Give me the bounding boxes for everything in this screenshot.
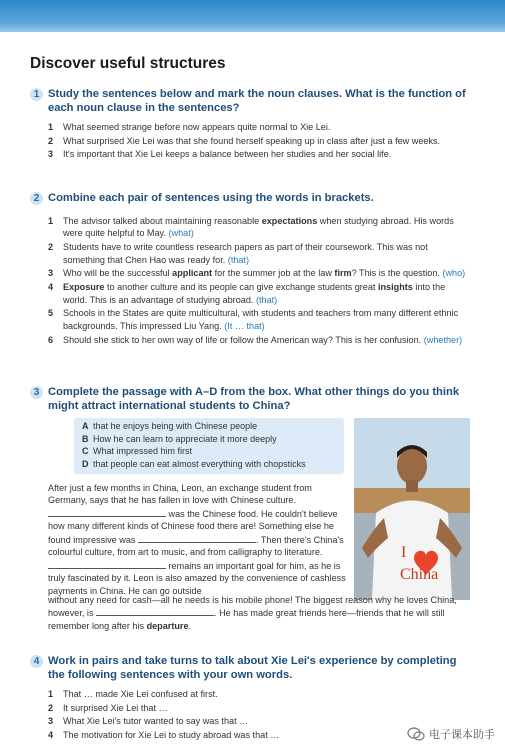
list-item: 4 The motivation for Xie Lei to study abroad was that … (48, 730, 280, 741)
student-photo (354, 418, 470, 600)
option-item: C What impressed him first (82, 446, 193, 457)
list-item: 6 Should she stick to her own way of life or follow the American way? This is her confusion. (whether) (48, 334, 463, 345)
list-item: 1 What seemed strange before now appears quite normal to Xie Lei. (48, 122, 331, 132)
task-number: 2 (30, 192, 43, 205)
shirt-text-china: China (400, 566, 439, 583)
passage-text-continued: without any need for cash—all he needs is his mobile phone! The biggest reason why he loves China, however, is . He has made great friends here—friends that he will still remember long after his departure. (48, 595, 457, 631)
wechat-icon (407, 727, 425, 741)
blank-line[interactable] (48, 507, 166, 517)
list-item: 1 The advisor talked about maintaining reasonable expectations when studying abroad. His words were quite helpful to May. (what) (48, 215, 454, 239)
task-1 (30, 88, 470, 162)
task-2 (30, 192, 470, 348)
list-item: 4 Exposure to another culture and its people can give exchange students great insights into the world. This is an advantage of studying abroad. (that) (48, 282, 446, 305)
task-number: 3 (30, 386, 43, 399)
list-item: 2 What surprised Xie Lei was that she found herself speaking up in class after just a few weeks. (48, 135, 441, 146)
blank-line[interactable] (138, 533, 256, 543)
list-item: 3 It's important that Xie Lei keeps a balance between her studies and her social life. (48, 149, 392, 160)
task-3 (30, 386, 470, 413)
shirt-text: I (401, 544, 407, 561)
list-item: 3 Who will be the successful applicant for the summer job at the law firm? This is the question. (who) (48, 268, 466, 279)
section-title: Discover useful structures (30, 55, 226, 72)
list-item: 3 What Xie Lei's tutor wanted to say was that … (48, 716, 249, 727)
list-item: 2 Students have to write countless research papers as part of their coursework. This was not something that Chen Hao was ready for. (that) (48, 241, 428, 265)
watermark: 电子课本助手 (407, 726, 495, 742)
list-item: 1 That … made Xie Lei confused at first. (48, 689, 218, 699)
blank-line[interactable] (96, 606, 214, 616)
passage-text: After just a few months in China, Leon, an exchange student from Germany, says that he has fallen in love with Chinese culture. was the Chinese food. He couldn't believe how many different kinds of Chinese food there are! Something else he found impressive was . Then there's China's colourful culture, from art to music, and from calligraphy to literature. remains an important goal for him, as he is truly fascinated by it. Leon is also amazed by the convenience of cashless payments in China. He can go outside (48, 483, 346, 596)
task-instruction: Combine each pair of sentences using the words in brackets. (48, 192, 374, 204)
option-item: A that he enjoys being with Chinese people (82, 421, 258, 431)
options-box (74, 418, 344, 474)
list-item: 5 Schools in the States are quite multicultural, with students and teachers from many different ethnic backgrounds. This impressed Liu Yang. (It … that) (48, 308, 459, 332)
task-instruction: Study the sentences below and mark the noun clauses. What is the function of each noun clause in the sentences? (48, 88, 466, 114)
option-item: D that people can eat almost everything with chopsticks (82, 459, 306, 470)
task-instruction: Complete the passage with A–D from the box. What other things do you think might attract international students to China? (48, 386, 460, 412)
option-item: B How he can learn to appreciate it more deeply (82, 433, 277, 444)
blank-line[interactable] (48, 559, 166, 569)
top-banner (0, 0, 505, 32)
task-number: 1 (30, 88, 43, 101)
list-item: 2 It surprised Xie Lei that … (48, 702, 168, 713)
task-number: 4 (30, 655, 43, 668)
task-instruction: Work in pairs and take turns to talk about Xie Lei's experience by completing the following sentences with your own words. (48, 655, 457, 681)
task-4 (30, 655, 470, 743)
